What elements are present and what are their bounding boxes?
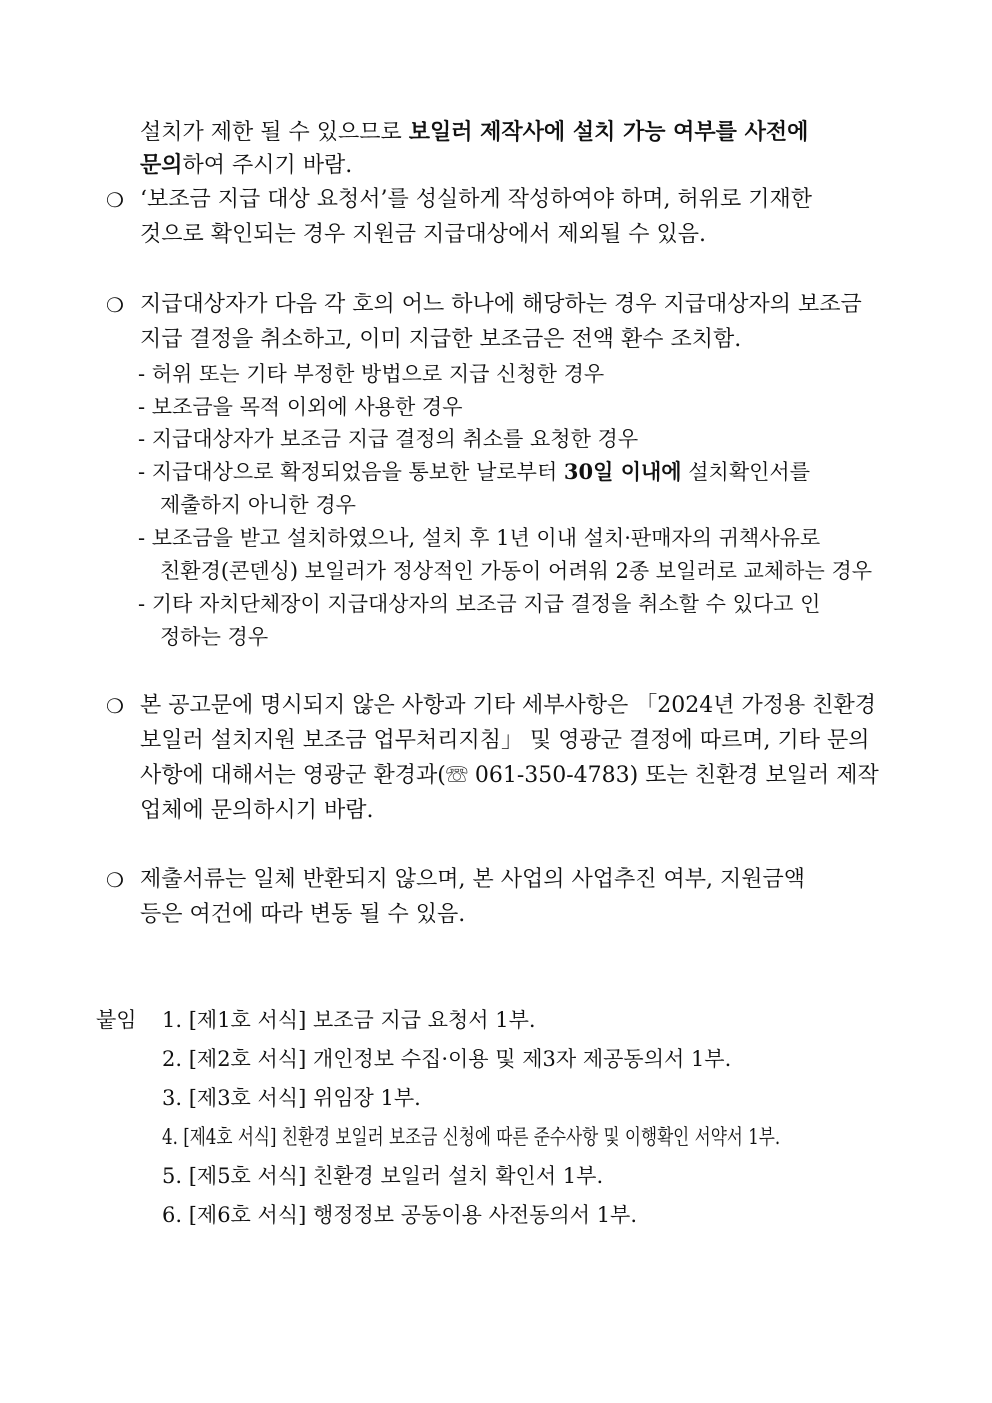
list-item-text: 설치확인서를: [681, 460, 810, 484]
attachment-item-text: 4. [제4호 서식] 친환경 보일러 보조금 신청에 따른 준수사항 및 이행확인 서약서 1부.: [162, 1125, 781, 1149]
list-item: - 보조금을 목적 이외에 사용한 경우: [138, 395, 463, 419]
list-item-continuation: 친환경(콘덴싱) 보일러가 정상적인 가동이 어려워 2종 보일러로 교체하는 경우: [160, 559, 873, 583]
bullet-circle-icon: ❍: [106, 188, 124, 212]
intro-line-1: [140, 116, 808, 149]
list-item: [138, 456, 810, 488]
p4-line-1: 제출서류는 일체 반환되지 않으며, 본 사업의 사업추진 여부, 지원금액: [140, 867, 805, 892]
list-item-bold-text: 30일 이내에: [563, 459, 682, 484]
intro-text: 하여 주시기 바람.: [182, 153, 353, 178]
p1-line-2: 것으로 확인되는 경우 지원금 지급대상에서 제외될 수 있음.: [140, 222, 706, 247]
intro-bold-text: 문의: [140, 152, 183, 178]
p4-line-2: 등은 여건에 따라 변동 될 수 있음.: [140, 902, 466, 927]
p3-line-3: 사항에 대해서는 영광군 환경과(☏ 061-350-4783) 또는 친환경 보일러 제작: [140, 763, 879, 788]
attachment-item: 2. [제2호 서식] 개인정보 수집·이용 및 제3자 제공동의서 1부.: [162, 1047, 732, 1071]
attachment-item: [162, 1121, 898, 1153]
p1-line-1: ‘보조금 지급 대상 요청서’를 성실하게 작성하여야 하며, 허위로 기재한: [140, 187, 812, 212]
attachment-item: 3. [제3호 서식] 위임장 1부.: [162, 1086, 421, 1110]
attachment-item: 6. [제6호 서식] 행정정보 공동이용 사전동의서 1부.: [162, 1203, 638, 1227]
list-item: - 보조금을 받고 설치하였으나, 설치 후 1년 이내 설치·판매자의 귀책사유로: [138, 526, 821, 550]
p2-line-1: 지급대상자가 다음 각 호의 어느 하나에 해당하는 경우 지급대상자의 보조금: [140, 292, 862, 317]
attachments-label: 붙임: [96, 1008, 137, 1032]
p2-line-2: 지급 결정을 취소하고, 이미 지급한 보조금은 전액 환수 조치함.: [140, 327, 742, 352]
intro-line-2: [140, 149, 352, 182]
p3-line-2: 보일러 설치지원 보조금 업무처리지침」 및 영광군 결정에 따르며, 기타 문의: [140, 728, 870, 753]
attachment-item: 1. [제1호 서식] 보조금 지급 요청서 1부.: [162, 1008, 536, 1032]
bullet-circle-icon: ❍: [106, 293, 124, 317]
list-item-text: - 지급대상으로 확정되었음을 통보한 날로부터: [138, 460, 564, 484]
p3-line-4: 업체에 문의하시기 바람.: [140, 798, 374, 823]
intro-text: 설치가 제한 될 수 있으므로: [140, 120, 409, 145]
bullet-circle-icon: ❍: [106, 694, 124, 718]
bullet-circle-icon: ❍: [106, 868, 124, 892]
list-item-continuation: 제출하지 아니한 경우: [160, 493, 356, 517]
list-item: - 허위 또는 기타 부정한 방법으로 지급 신청한 경우: [138, 362, 605, 386]
list-item-continuation: 정하는 경우: [160, 625, 269, 649]
intro-bold-text: 보일러 제작사에 설치 가능 여부를 사전에: [408, 119, 809, 145]
list-item: - 지급대상자가 보조금 지급 결정의 취소를 요청한 경우: [138, 427, 639, 451]
list-item: - 기타 자치단체장이 지급대상자의 보조금 지급 결정을 취소할 수 있다고 인: [138, 592, 821, 616]
attachment-item: 5. [제5호 서식] 친환경 보일러 설치 확인서 1부.: [162, 1164, 604, 1188]
p3-line-1: 본 공고문에 명시되지 않은 사항과 기타 세부사항은 「2024년 가정용 친환경: [140, 693, 876, 718]
